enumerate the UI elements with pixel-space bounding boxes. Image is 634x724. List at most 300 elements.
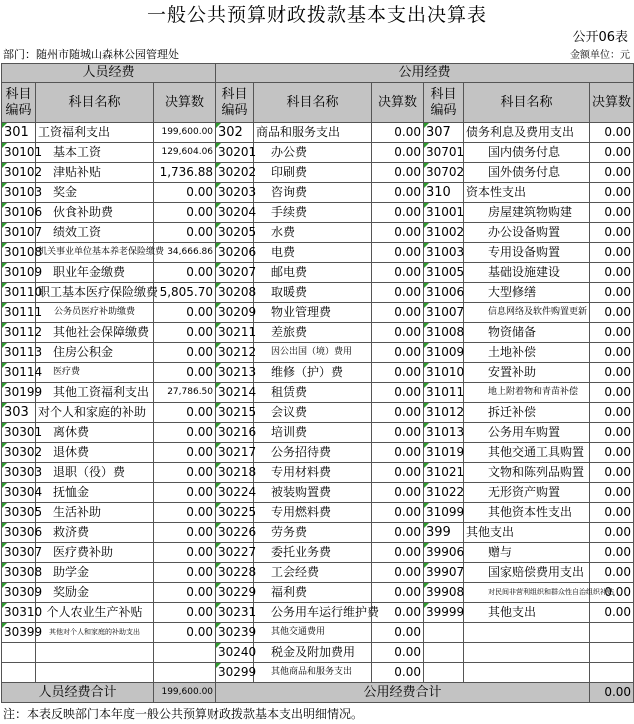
amount-value [590, 663, 634, 683]
amount-value: 0.00 [372, 143, 424, 163]
table-row [2, 243, 634, 263]
subject-code: 31009 [424, 343, 464, 363]
subject-name: 离休费 [36, 423, 154, 443]
subject-name: 公务招待费 [254, 443, 372, 463]
subject-code: 30309 [2, 583, 36, 603]
amount-value: 0.00 [372, 203, 424, 223]
subject-code: 39907 [424, 563, 464, 583]
subject-code: 30101 [2, 143, 36, 163]
subject-code: 30211 [216, 323, 254, 343]
subject-name: 抚恤金 [36, 483, 154, 503]
subject-name: 机关事业单位基本养老保险缴费 [36, 243, 154, 263]
amount-value: 0.00 [590, 163, 634, 183]
table-row [2, 463, 634, 483]
amount-value: 0.00 [372, 123, 424, 143]
table-row [2, 583, 634, 603]
subject-code: 30110 [2, 283, 36, 303]
subject-code: 39906 [424, 543, 464, 563]
subject-name: 赠与 [464, 543, 590, 563]
amount-value: 1,736.88 [154, 163, 216, 183]
amount-value: 0.00 [590, 223, 634, 243]
section-header-row [2, 64, 634, 83]
subject-name [36, 643, 154, 663]
amount-value: 0.00 [372, 583, 424, 603]
subject-name: 资本性支出 [464, 183, 590, 203]
subject-name: 其他支出 [464, 603, 590, 623]
totals-row [2, 683, 634, 703]
subject-code: 30302 [2, 443, 36, 463]
table-row [2, 483, 634, 503]
subject-code: 31002 [424, 223, 464, 243]
amount-value: 0.00 [590, 403, 634, 423]
table-row [2, 503, 634, 523]
amount-value: 0.00 [590, 203, 634, 223]
table-row [2, 563, 634, 583]
subject-code: 30213 [216, 363, 254, 383]
subject-name: 公务用车购置 [464, 423, 590, 443]
header-code: 科目编码 [424, 83, 464, 123]
subject-code: 30306 [2, 523, 36, 543]
amount-value: 0.00 [154, 343, 216, 363]
header-amount: 决算数 [590, 83, 634, 123]
subject-code: 30209 [216, 303, 254, 323]
table-row [2, 423, 634, 443]
subject-code: 310 [424, 183, 464, 203]
subject-code: 39999 [424, 603, 464, 623]
table-row [2, 143, 634, 163]
subject-code: 30399 [2, 623, 36, 643]
subject-code: 30307 [2, 543, 36, 563]
amount-value: 0.00 [154, 603, 216, 623]
subject-name: 地上附着物和青苗补偿 [464, 383, 590, 403]
subject-name: 委托业务费 [254, 543, 372, 563]
amount-value: 0.00 [154, 183, 216, 203]
subject-code: 30207 [216, 263, 254, 283]
header-amount: 决算数 [154, 83, 216, 123]
subject-name: 对个人和家庭的补助 [36, 403, 154, 423]
subject-code: 31003 [424, 243, 464, 263]
subject-name: 住房公积金 [36, 343, 154, 363]
subject-code: 30205 [216, 223, 254, 243]
amount-value: 0.00 [590, 503, 634, 523]
subject-code: 31012 [424, 403, 464, 423]
subject-name: 劳务费 [254, 523, 372, 543]
subject-name: 因公出国（境）费用 [254, 343, 372, 363]
table-row [2, 403, 634, 423]
amount-value: 0.00 [154, 363, 216, 383]
expenditure-table [1, 63, 634, 703]
amount-value: 0.00 [154, 203, 216, 223]
personnel-total-label: 人员经费合计 [2, 683, 154, 703]
subject-name: 奖励金 [36, 583, 154, 603]
amount-value: 0.00 [372, 423, 424, 443]
section-personnel: 人员经费 [2, 64, 216, 83]
subject-code: 30231 [216, 603, 254, 623]
subject-name: 差旅费 [254, 323, 372, 343]
subject-name: 专用设备购置 [464, 243, 590, 263]
amount-value: 27,786.50 [154, 383, 216, 403]
table-row [2, 523, 634, 543]
amount-value: 0.00 [154, 623, 216, 643]
subject-name: 助学金 [36, 563, 154, 583]
subject-name: 办公设备购置 [464, 223, 590, 243]
amount-value: 0.00 [590, 183, 634, 203]
subject-code: 302 [216, 123, 254, 143]
subject-name: 水费 [254, 223, 372, 243]
amount-value: 0.00 [372, 463, 424, 483]
subject-code: 31099 [424, 503, 464, 523]
amount-value: 0.00 [154, 423, 216, 443]
subject-code [2, 643, 36, 663]
subject-code: 30113 [2, 343, 36, 363]
amount-value: 0.00 [590, 543, 634, 563]
header-name: 科目名称 [36, 83, 154, 123]
table-row [2, 203, 634, 223]
subject-name: 其他交通费用 [254, 623, 372, 643]
subject-name: 医疗费补助 [36, 543, 154, 563]
report-title: 一般公共预算财政拨款基本支出决算表 [146, 4, 487, 26]
amount-value: 0.00 [372, 363, 424, 383]
subject-code: 30107 [2, 223, 36, 243]
subject-code: 30226 [216, 523, 254, 543]
amount-value: 0.00 [372, 483, 424, 503]
amount-value: 0.00 [590, 323, 634, 343]
subject-name [464, 623, 590, 643]
subject-name: 基本工资 [36, 143, 154, 163]
subject-name: 工资福利支出 [36, 123, 154, 143]
amount-value: 0.00 [372, 343, 424, 363]
subject-name: 信息网络及软件购置更新 [464, 303, 590, 323]
amount-value: 129,604.06 [154, 143, 216, 163]
subject-name: 其他商品和服务支出 [254, 663, 372, 683]
amount-value: 0.00 [154, 303, 216, 323]
subject-code: 30212 [216, 343, 254, 363]
subject-name: 国外债务付息 [464, 163, 590, 183]
subject-name: 商品和服务支出 [254, 123, 372, 143]
subject-code: 30701 [424, 143, 464, 163]
subject-name: 土地补偿 [464, 343, 590, 363]
subject-code: 30103 [2, 183, 36, 203]
amount-value: 0.00 [372, 663, 424, 683]
subject-name: 办公费 [254, 143, 372, 163]
subject-code: 31013 [424, 423, 464, 443]
amount-value: 0.00 [372, 383, 424, 403]
subject-code: 30214 [216, 383, 254, 403]
subject-code: 31010 [424, 363, 464, 383]
subject-name: 物资储备 [464, 323, 590, 343]
subject-name: 文物和陈列品购置 [464, 463, 590, 483]
subject-code [2, 663, 36, 683]
subject-name: 绩效工资 [36, 223, 154, 243]
amount-value: 0.00 [590, 583, 634, 603]
department-label: 部门：随州市随城山森林公园管理处 [3, 48, 179, 61]
subject-code: 30206 [216, 243, 254, 263]
table-row [2, 383, 634, 403]
amount-value: 0.00 [372, 263, 424, 283]
subject-name: 退职（役）费 [36, 463, 154, 483]
amount-value: 0.00 [590, 123, 634, 143]
amount-value: 0.00 [590, 523, 634, 543]
subject-code: 30202 [216, 163, 254, 183]
table-row [2, 543, 634, 563]
amount-value: 0.00 [154, 463, 216, 483]
amount-value: 0.00 [590, 363, 634, 383]
amount-value: 0.00 [590, 463, 634, 483]
subject-name: 救济费 [36, 523, 154, 543]
header-name: 科目名称 [464, 83, 590, 123]
table-row [2, 323, 634, 343]
amount-value: 0.00 [372, 403, 424, 423]
subject-name: 取暖费 [254, 283, 372, 303]
subject-code: 30240 [216, 643, 254, 663]
amount-value: 0.00 [372, 523, 424, 543]
amount-value: 0.00 [590, 143, 634, 163]
amount-value: 0.00 [372, 323, 424, 343]
subject-name: 债务利息及费用支出 [464, 123, 590, 143]
subject-name: 伙食补助费 [36, 203, 154, 223]
amount-value: 0.00 [590, 343, 634, 363]
subject-name: 咨询费 [254, 183, 372, 203]
subject-code: 307 [424, 123, 464, 143]
subject-name [464, 643, 590, 663]
section-public: 公用经费 [216, 64, 634, 83]
table-row [2, 223, 634, 243]
personnel-total-value: 199,600.00 [154, 683, 216, 703]
subject-code: 31001 [424, 203, 464, 223]
amount-value: 0.00 [372, 283, 424, 303]
subject-name: 专用材料费 [254, 463, 372, 483]
subject-name: 被装购置费 [254, 483, 372, 503]
subject-name [36, 663, 154, 683]
subject-code: 30102 [2, 163, 36, 183]
subject-name: 工会经费 [254, 563, 372, 583]
subject-code: 31019 [424, 443, 464, 463]
amount-value: 0.00 [154, 223, 216, 243]
subject-code: 30215 [216, 403, 254, 423]
subject-name: 房屋建筑物购建 [464, 203, 590, 223]
subject-name: 公务用车运行维护费 [254, 603, 372, 623]
amount-value: 0.00 [372, 303, 424, 323]
subject-name: 对民间非营利组织和群众性自治组织补贴 [464, 583, 590, 603]
subject-name: 职业年金缴费 [36, 263, 154, 283]
subject-name: 津贴补贴 [36, 163, 154, 183]
amount-value: 0.00 [372, 243, 424, 263]
subject-code: 301 [2, 123, 36, 143]
form-number: 公开06表 [572, 30, 628, 45]
subject-code: 30106 [2, 203, 36, 223]
amount-value: 0.00 [154, 523, 216, 543]
amount-value: 0.00 [590, 303, 634, 323]
subject-code: 30218 [216, 463, 254, 483]
footnote: 注：本表反映部门本年度一般公共预算财政拨款基本支出明细情况。 [3, 707, 364, 721]
subject-name: 个人农业生产补贴 [36, 603, 154, 623]
subject-name: 租赁费 [254, 383, 372, 403]
amount-value: 34,666.86 [154, 243, 216, 263]
subject-name: 其他对个人和家庭的补助支出 [36, 623, 154, 643]
table-row [2, 183, 634, 203]
subject-name: 职工基本医疗保险缴费 [36, 283, 154, 303]
subject-name: 安置补助 [464, 363, 590, 383]
table-row [2, 123, 634, 143]
subject-code: 31005 [424, 263, 464, 283]
public-total-label: 公用经费合计 [216, 683, 590, 703]
amount-value: 0.00 [154, 543, 216, 563]
subject-code: 30216 [216, 423, 254, 443]
subject-name: 拆迁补偿 [464, 403, 590, 423]
amount-value [590, 623, 634, 643]
amount-value: 0.00 [372, 183, 424, 203]
amount-unit-label: 金额单位：元 [570, 50, 630, 61]
amount-value: 0.00 [590, 383, 634, 403]
amount-value: 0.00 [590, 603, 634, 623]
amount-value: 0.00 [154, 563, 216, 583]
table-row [2, 303, 634, 323]
header-amount: 决算数 [372, 83, 424, 123]
table-row [2, 363, 634, 383]
subject-name: 电费 [254, 243, 372, 263]
table-row [2, 643, 634, 663]
subject-name: 其他交通工具购置 [464, 443, 590, 463]
header-name: 科目名称 [254, 83, 372, 123]
subject-name: 国内债务付息 [464, 143, 590, 163]
subject-code [424, 623, 464, 643]
amount-value: 0.00 [590, 423, 634, 443]
subject-name: 无形资产购置 [464, 483, 590, 503]
subject-code: 31022 [424, 483, 464, 503]
subject-name: 其他社会保障缴费 [36, 323, 154, 343]
subject-code: 30114 [2, 363, 36, 383]
subject-name: 基础设施建设 [464, 263, 590, 283]
subject-code: 31007 [424, 303, 464, 323]
amount-value: 0.00 [372, 443, 424, 463]
amount-value: 0.00 [154, 583, 216, 603]
amount-value: 0.00 [372, 563, 424, 583]
subject-code: 30239 [216, 623, 254, 643]
subject-name: 印刷费 [254, 163, 372, 183]
subject-name: 奖金 [36, 183, 154, 203]
amount-value: 0.00 [372, 223, 424, 243]
amount-value: 0.00 [590, 283, 634, 303]
subject-code: 303 [2, 403, 36, 423]
subject-name: 公务员医疗补助缴费 [36, 303, 154, 323]
amount-value: 0.00 [154, 503, 216, 523]
subject-name: 其他资本性支出 [464, 503, 590, 523]
amount-value: 0.00 [372, 623, 424, 643]
amount-value: 0.00 [372, 163, 424, 183]
subject-code: 30108 [2, 243, 36, 263]
table-row [2, 263, 634, 283]
subject-code: 399 [424, 523, 464, 543]
amount-value: 0.00 [372, 603, 424, 623]
amount-value: 5,805.70 [154, 283, 216, 303]
subject-code: 30702 [424, 163, 464, 183]
subject-code: 30227 [216, 543, 254, 563]
header-code: 科目编码 [216, 83, 254, 123]
subject-name: 医疗费 [36, 363, 154, 383]
amount-value: 0.00 [154, 323, 216, 343]
subject-code: 30304 [2, 483, 36, 503]
amount-value: 0.00 [154, 443, 216, 463]
subject-code: 30229 [216, 583, 254, 603]
amount-value: 0.00 [372, 543, 424, 563]
subject-code: 31011 [424, 383, 464, 403]
amount-value [154, 643, 216, 663]
subject-name: 其他支出 [464, 523, 590, 543]
public-total-value: 0.00 [590, 683, 634, 703]
subject-code: 30310 [2, 603, 36, 623]
subject-code: 31006 [424, 283, 464, 303]
subject-code: 30201 [216, 143, 254, 163]
subject-name: 专用燃料费 [254, 503, 372, 523]
subject-code: 30305 [2, 503, 36, 523]
amount-value [154, 663, 216, 683]
amount-value: 0.00 [154, 403, 216, 423]
subject-name: 维修（护）费 [254, 363, 372, 383]
subject-code: 30109 [2, 263, 36, 283]
table-row [2, 343, 634, 363]
amount-value: 0.00 [154, 483, 216, 503]
column-header-row [2, 83, 634, 123]
subject-code: 30208 [216, 283, 254, 303]
subject-code: 30228 [216, 563, 254, 583]
subject-name: 大型修缮 [464, 283, 590, 303]
amount-value: 199,600.00 [154, 123, 216, 143]
subject-name: 会议费 [254, 403, 372, 423]
amount-value: 0.00 [590, 563, 634, 583]
table-row [2, 163, 634, 183]
subject-code: 30217 [216, 443, 254, 463]
subject-name: 福利费 [254, 583, 372, 603]
subject-code: 30299 [216, 663, 254, 683]
amount-value: 0.00 [590, 443, 634, 463]
table-row [2, 663, 634, 683]
header-code: 科目编码 [2, 83, 36, 123]
subject-code: 30199 [2, 383, 36, 403]
subject-name: 税金及附加费用 [254, 643, 372, 663]
amount-value [590, 643, 634, 663]
amount-value: 0.00 [590, 263, 634, 283]
amount-value: 0.00 [372, 643, 424, 663]
subject-code: 30112 [2, 323, 36, 343]
subject-code [424, 663, 464, 683]
subject-name: 培训费 [254, 423, 372, 443]
amount-value: 0.00 [154, 263, 216, 283]
subject-name: 生活补助 [36, 503, 154, 523]
subject-name: 国家赔偿费用支出 [464, 563, 590, 583]
subject-code: 30301 [2, 423, 36, 443]
table-row [2, 283, 634, 303]
subject-code: 39908 [424, 583, 464, 603]
subject-code [424, 643, 464, 663]
subject-code: 30111 [2, 303, 36, 323]
subject-code: 30303 [2, 463, 36, 483]
subject-code: 31021 [424, 463, 464, 483]
subject-name: 退休费 [36, 443, 154, 463]
amount-value: 0.00 [372, 503, 424, 523]
subject-name: 手续费 [254, 203, 372, 223]
subject-name: 邮电费 [254, 263, 372, 283]
subject-code: 30225 [216, 503, 254, 523]
amount-value: 0.00 [590, 483, 634, 503]
subject-name [464, 663, 590, 683]
subject-name: 物业管理费 [254, 303, 372, 323]
amount-value: 0.00 [590, 243, 634, 263]
table-row [2, 623, 634, 643]
table-row [2, 443, 634, 463]
subject-code: 30203 [216, 183, 254, 203]
subject-code: 30204 [216, 203, 254, 223]
subject-code: 31008 [424, 323, 464, 343]
